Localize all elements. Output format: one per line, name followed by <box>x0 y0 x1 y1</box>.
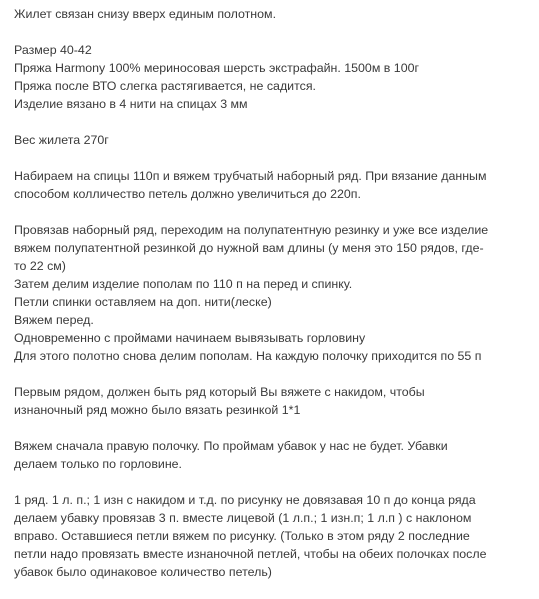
paragraph-materials <box>14 41 534 113</box>
text-line: Одновременно с проймами начинаем вывязывать горловину <box>14 331 366 345</box>
document-body <box>14 5 534 599</box>
text-line: способом колличество петель должно увеличиться до 220п. <box>14 187 361 201</box>
paragraph-intro <box>14 5 534 23</box>
text-line: Затем делим изделие пополам по 110 п на перед и спинку. <box>14 277 353 291</box>
text-line: вправо. Оставшиеся петли вяжем по рисунку. (Только в этом ряду 2 последние <box>14 529 470 543</box>
paragraph-cast-on <box>14 167 534 203</box>
text-line: Размер 40-42 <box>14 43 92 57</box>
text-line: Вяжем сначала правую полочку. По проймам убавок у нас не будет. Убавки <box>14 439 448 453</box>
text-line: Вес жилета 270г <box>14 133 109 147</box>
text-line: изнаночный ряд можно было вязать резинкой 1*1 <box>14 403 301 417</box>
text-line: Изделие вязано в 4 нити на спицах 3 мм <box>14 97 248 111</box>
text-line: делаем только по горловине. <box>14 457 183 471</box>
text-line: вяжем полупатентной резинкой до нужной вам длины (у меня это 150 рядов, где- <box>14 241 484 255</box>
text-line: убавок было одинаковое количество петель) <box>14 565 272 579</box>
text-line: Пряжа после ВТО слегка растягивается, не садится. <box>14 79 316 93</box>
text-line: Жилет связан снизу вверх единым полотном. <box>14 7 277 21</box>
paragraph-body <box>14 221 534 365</box>
paragraph-first-row <box>14 383 534 419</box>
paragraph-weight <box>14 131 534 149</box>
text-line: 1 ряд. 1 л. п.; 1 изн с накидом и т.д. по рисунку не довязавая 10 п до конца ряда <box>14 493 476 507</box>
text-line: Провязав наборный ряд, переходим на полупатентную резинку и уже все изделие <box>14 223 489 237</box>
text-line: то 22 см) <box>14 259 66 273</box>
text-line: Первым рядом, должен быть ряд который Вы вяжете с накидом, чтобы <box>14 385 425 399</box>
text-line: делаем убавку провязав 3 п. вместе лицевой (1 л.п.; 1 изн.п; 1 л.п ) с наклоном <box>14 511 472 525</box>
text-line: Пряжа Harmony 100% мериносовая шерсть экстрафайн. 1500м в 100г <box>14 61 420 75</box>
paragraph-row-one <box>14 491 534 581</box>
text-line: Вяжем перед. <box>14 313 94 327</box>
text-line: Набираем на спицы 110п и вяжем трубчатый наборный ряд. При вязание данным <box>14 169 487 183</box>
text-line: Для этого полотно снова делим пополам. На каждую полочку приходится по 55 п <box>14 349 482 363</box>
text-line: Петли спинки оставляем на доп. нити(леске) <box>14 295 272 309</box>
text-line: петли надо провязать вместе изнаночной петлей, чтобы на обеих полочках после <box>14 547 487 561</box>
paragraph-right-front <box>14 437 534 473</box>
